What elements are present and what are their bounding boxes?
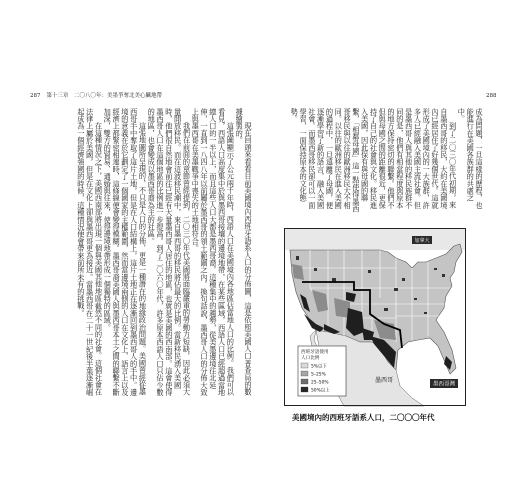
hispanic-population-map — [284, 228, 466, 406]
right-page-body — [270, 108, 483, 214]
canada-label — [412, 236, 432, 244]
left-page-header — [30, 93, 162, 100]
gulf-label — [430, 379, 458, 388]
legend-label: 25–50% — [311, 380, 329, 386]
map-caption: 美國境內的西班牙語系人口，二〇〇〇年代 — [292, 413, 435, 422]
running-head: 第十三章 二〇八〇年：美墨爭奪北美心臟地帶 — [46, 93, 163, 99]
legend-label: 5%以下 — [311, 364, 327, 370]
gulf-label-text: 墨西哥灣 — [432, 381, 456, 388]
mexico-label: 墨西哥 — [374, 377, 394, 384]
right-page-number: 288 — [486, 93, 497, 99]
paragraph: 在這種情況之下，美國西南部將出現一個與美國其他地區截然不同的社會。這個社會在法律上屬於美國，但是在文化上卻與墨西哥更為接近。當墨西哥在二十一世紀後半葉逐漸崛起成為一個經濟強國的時候，這種情況便會帶來前所未有的挑戰。 — [76, 108, 104, 396]
legend-swatch — [301, 379, 308, 384]
left-page-number: 287 — [30, 93, 41, 99]
legend-swatch — [301, 363, 308, 368]
legend-swatch — [301, 387, 308, 392]
legend-title-line2: 人口比例 — [301, 356, 320, 361]
map-graphic — [284, 228, 466, 406]
canada-region — [284, 228, 466, 250]
paragraph: 成為問題，一旦這樣的歷程，也能進行在美國各族群的共處之中。 — [457, 108, 484, 209]
legend-title-line1: 西班牙語使用 — [301, 350, 329, 355]
legend-label: 5–25% — [311, 372, 326, 378]
canada-label-text: 加拿大 — [414, 238, 430, 244]
paragraph: 我們在前面的章節曾經提到，二〇三〇年代美國將面臨嚴重的勞動力短缺，因此必須大量開放移民。而在這波移民潮中，來自墨西哥的移民將佔最大的比例。當新移民湧入美國時，他們很自然地會前往已經有大量墨西哥人居住的地區，也就是美國的西南部。這會使得墨西哥人口在這個地區的比例進一步提高。到了二〇六〇年代，許多原本西語人口只佔少數的地區，也會變成以墨西哥裔為主的社區。 — [147, 108, 192, 396]
map-legend — [298, 346, 346, 396]
legend-swatch — [301, 371, 308, 376]
paragraph: 到了二〇三〇年代初期，來自墨西哥的移民，大約在美國境內已經居住了好幾個世代。這就形成了美國境內的一大族群，許多人已經融入美國主流社會。但是墨西哥人與其他的移民族群不同的是，他們有相當程度與原本的地方保持密切的聯繫。他們不但與母國之間的距離很近，更保持了自己的社會與文化。移民進入美國，因此保有與母國的聯繫，「相鄰母國」這一點使得墨西哥移民與以往的歐洲移民大不相同。以往的歐洲移民在進入美國的過程中，一旦遠離了母國，便逐漸學習了新的語言，融入美國社會。而墨西哥移民卻可以一面學習，一面保持原本的文化態勢。 — [290, 108, 458, 213]
paragraph: 現在回頭來看看目前美國境內西班牙語系人口的分佈圖，這是依照美國人口普查局的數據繪製的。 — [235, 108, 253, 396]
legend-label: 50%以上 — [311, 388, 330, 394]
left-page-body — [30, 108, 252, 402]
paragraph: 這張圖顯示了公元兩千年時，西語人口在美國境內各地區佔當地人口的比例。我們可以看見，西語人口高度集中於與墨西哥接壤的邊境地帶，在某些區域，西語人口已經超過當地總人口的一半以上，而且這些人口大都是墨西哥裔。這種集中的趨勢，從美墨邊境往北延伸，一直到一八四八年以前屬於墨西哥的領土範圍之內。換句話說，墨西哥人口的分佈大致上與墨西哥在美墨戰爭中喪失的土地相符合。 — [191, 108, 236, 396]
paragraph: 這張地圖所呈現的，不只是人口的分佈，更是一種潛在的地緣政治問題。美國曾經從墨西哥手中奪取了這片土地，但是在人口結構上，這片土地正在逐漸回到墨西哥人的手中。邊境的意義在於它劃定了一個國家的主權範圍，然而當邊境兩側的人口在文化上、語言上以及經濟上都緊密相連時，這條線便會變得模糊。墨西哥裔美國人與墨西哥本土之間的聯繫不斷加深，雙方的貿易、通婚與往來，使得邊境地帶形成一個獨特的區域。 — [103, 108, 148, 396]
